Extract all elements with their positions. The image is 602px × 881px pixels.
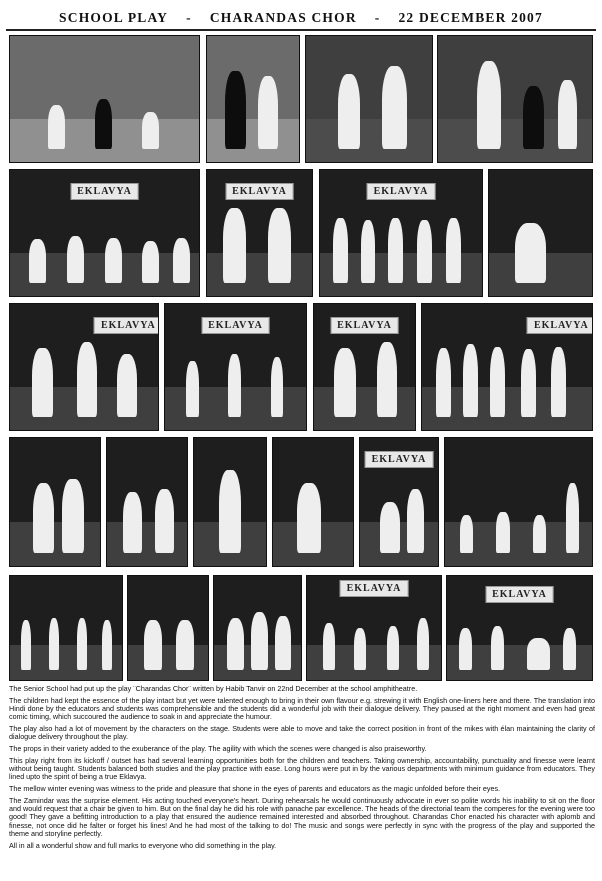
paragraph: The mellow winter evening was witness to the pride and pleasure that shone in the eyes of parents and educators as the magic unfolded before their eyes. <box>9 784 501 793</box>
photo <box>305 35 433 163</box>
eklavya-banner: EKLAVYA <box>527 317 593 334</box>
photo <box>446 575 593 681</box>
photo <box>106 437 188 567</box>
paragraph: The props in their variety added to the exuberance of the play. The agility with which the scenes were changed is also praiseworthy. <box>9 744 427 753</box>
play-title: CHARANDAS CHOR <box>209 9 357 25</box>
paragraph: The Senior School had put up the play ¨Charandas Chor¨ written by Habib Tanvir on 22nd December at the school amphitheatre. <box>9 685 418 693</box>
photo <box>306 575 442 681</box>
eklavya-banner: EKLAVYA <box>365 451 434 468</box>
photo <box>488 169 593 297</box>
photo <box>319 169 483 297</box>
eklavya-banner: EKLAVYA <box>485 586 554 603</box>
event-date: 22 DECEMBER 2007 <box>398 9 543 25</box>
paragraph: The Zamindar was the surprise element. His acting touched everyone's heart. During rehearsals he would continuously advocate in ever so polite words his inability to sit on the floor and would request that a chair be given to him. But on the final day he did his role with panache par excellence. The heads of the directorial team the comperes for the evening were too good! They gave a befitting introduction to a play that ensured the audience remained interested and absorbed throughout. Charandas Chor enacted his character with aplomb and finesse, not once did he falter or forget his lines! And he had most of the talking to do! The music and songs were perfectly in sync with the progress of the play and supported the theme and storyline perfectly. <box>9 795 595 839</box>
photo <box>213 575 302 681</box>
photo <box>359 437 439 567</box>
photo <box>437 35 593 163</box>
photo <box>9 437 101 567</box>
paragraph: This play right from its kickoff / outset has had several learning opportunities both for the children and teachers. Taking ownership, accountability, punctuality and finesse were learnt without being taught. Students balanced both studies and the play practice with ease. Long hours were put in by the various departments with minimum guidance from educators. They lined upto the spirit of being a true Eklavya. <box>9 755 595 782</box>
photo <box>127 575 209 681</box>
photo <box>164 303 307 431</box>
photo <box>206 35 300 163</box>
event-label: SCHOOL PLAY <box>59 9 169 25</box>
photo <box>313 303 416 431</box>
photo <box>9 169 200 297</box>
photo <box>9 575 123 681</box>
photo <box>206 169 313 297</box>
eklavya-banner: EKLAVYA <box>70 183 139 200</box>
photo <box>444 437 593 567</box>
paragraph: All in all a wonderful show and full marks to everyone who did something in the play. <box>9 840 277 850</box>
paragraph: The play also had a lot of movement by the characters on the stage. Students were able to move and take the correct position in front of the mikes with élan maintaining the clarity of dialogue delivery throughout the play. <box>9 724 595 742</box>
header-separator: - <box>186 9 192 25</box>
photo <box>421 303 593 431</box>
photo <box>9 303 159 431</box>
photo <box>9 35 200 163</box>
eklavya-banner: EKLAVYA <box>94 317 159 334</box>
article-text <box>9 685 595 877</box>
eklavya-banner: EKLAVYA <box>367 183 436 200</box>
eklavya-banner: EKLAVYA <box>225 183 294 200</box>
eklavya-banner: EKLAVYA <box>201 317 270 334</box>
paragraph: The children had kept the essence of the play intact but yet were talented enough to bring in their own flavour e.g. strewing it with English one-liners here and there. The translation into Hindi done by the educators and students was comprehensible and the students did a wonderful job with their dialogue delivery. They paused at the right moment and even had great comic timing, which succoured the audience to soak in and appreciate the humour. <box>9 695 595 722</box>
eklavya-banner: EKLAVYA <box>340 580 409 597</box>
header-separator: - <box>374 9 381 25</box>
photo <box>272 437 354 567</box>
eklavya-banner: EKLAVYA <box>330 317 399 334</box>
photo <box>193 437 267 567</box>
